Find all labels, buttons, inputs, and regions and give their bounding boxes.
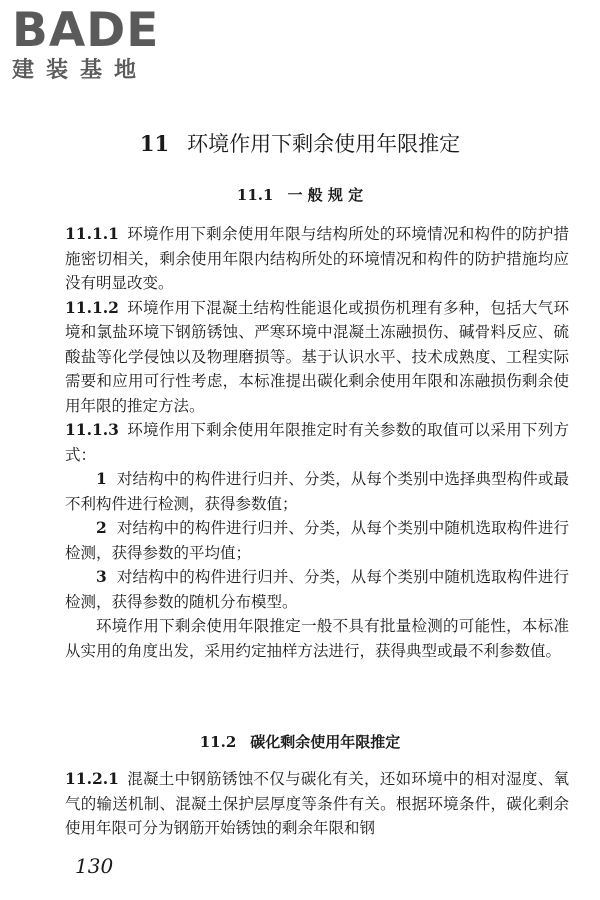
clause-11-1-3 [65, 418, 569, 467]
section-heading-11-2 [0, 730, 600, 754]
list-item-1 [65, 467, 569, 516]
item-text: 对结构中的构件进行归并、分类，从每个类别中选择典型构件或最不利构件进行检测，获得参数值； [65, 470, 569, 513]
section-title: 碳化剩余使用年限推定 [250, 733, 401, 751]
list-item-2 [65, 516, 569, 565]
section-number: 11.1 [236, 186, 274, 204]
clause-text: 环境作用下混凝土结构性能退化或损伤机理有多种，包括大气环境和氯盐环境下钢筋锈蚀、严寒环境中混凝土冻融损伤、碱骨料反应、硫酸盐等化学侵蚀以及物理磨损等。基于认识水平、技术成熟度、工程实际需要和应用可行性考虑，本标准提出碳化剩余使用年限和冻融损伤剩余使用年限的推定方法。 [65, 298, 569, 415]
section-body-11-1 [65, 222, 569, 663]
logo-wordmark: BADE [12, 3, 160, 58]
section-number: 11.2 [199, 733, 237, 751]
item-text: 对结构中的构件进行归并、分类，从每个类别中随机选取构件进行检测，获得参数的随机分布模型。 [65, 568, 569, 611]
list-item-3 [65, 565, 569, 614]
item-number: 1 [96, 469, 107, 488]
clause-number: 11.1.1 [65, 224, 119, 243]
logo-subtitle: 建装基地 [12, 58, 149, 83]
chapter-number: 11 [139, 131, 170, 156]
clause-11-1-1 [65, 222, 569, 296]
clause-number: 11.1.3 [65, 420, 119, 439]
clause-number: 11.1.2 [65, 297, 119, 317]
clause-text: 混凝土中钢筋锈蚀不仅与碳化有关，还如环境中的相对湿度、氧气的输送机制、混凝土保护层厚度等条件有关。根据环境条件，碳化剩余使用年限可分为钢筋开始锈蚀的剩余年限和钢 [65, 770, 569, 837]
section-heading-11-1 [0, 183, 600, 207]
item-number: 2 [96, 518, 107, 537]
clause-text: 环境作用下剩余使用年限推定时有关参数的取值可以采用下列方式： [65, 421, 569, 464]
chapter-title: 环境作用下剩余使用年限推定 [187, 132, 461, 156]
item-text: 对结构中的构件进行归并、分类，从每个类别中随机选取构件进行检测，获得参数的平均值； [65, 519, 569, 562]
clause-text: 环境作用下剩余使用年限与结构所处的环境情况和构件的防护措施密切相关，剩余使用年限内结构所处的环境情况和构件的防护措施均应没有明显改变。 [65, 225, 569, 292]
section-title: 一 般 规 定 [287, 186, 364, 204]
chapter-heading [0, 129, 600, 159]
section-body-11-2 [65, 767, 569, 841]
clause-11-1-2 [65, 296, 569, 419]
note-text: 环境作用下剩余使用年限推定一般不具有批量检测的可能性，本标准从实用的角度出发，采用约定抽样方法进行，获得典型或最不利参数值。 [65, 617, 569, 660]
clause-11-2-1 [65, 767, 569, 841]
page-number: 130 [75, 854, 114, 878]
note-paragraph [65, 614, 569, 663]
item-number: 3 [96, 567, 107, 586]
clause-number: 11.2.1 [65, 769, 119, 788]
bade-logo [12, 3, 160, 84]
